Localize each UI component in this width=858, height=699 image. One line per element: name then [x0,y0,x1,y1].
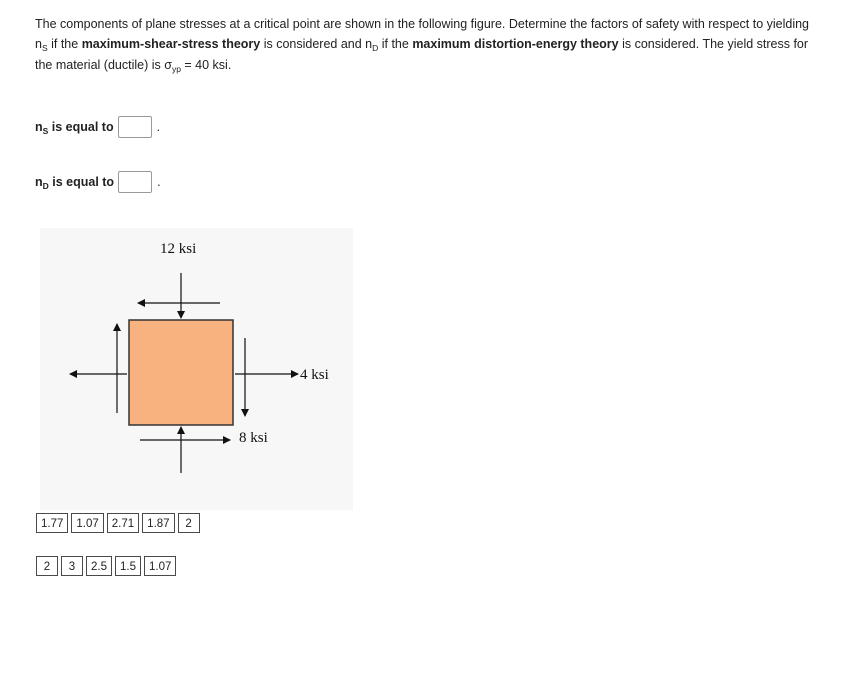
answer-label-nd: $n_D$ is equal to [35,175,115,191]
period: . [157,175,161,189]
answer-label-ns: $n_S$ is equal to [35,120,114,136]
option-tiles-row-2 [36,556,176,576]
answer-row-nd [35,171,161,193]
question-line-1: The components of plane stresses at a critical point are shown in the following figure. Determine the factors of safety with respect to yielding [35,17,810,31]
stress-diagram [40,228,353,510]
label-12ksi: 12 ksi [160,241,197,257]
period: . [156,120,161,134]
option-tile[interactable]: 2.5 [86,556,112,576]
label-4ksi: 4 ksi [300,367,329,383]
answer-blank-ns[interactable] [118,116,152,138]
option-tiles-row-1 [36,513,200,533]
question-text [35,14,858,76]
option-tile[interactable]: 1.07 [71,513,103,533]
option-tile[interactable]: 3 [61,556,83,576]
question-line-3: the material (ductile) is $\sigma_{yp} = 40$ ksi. [35,58,232,74]
option-tile[interactable]: 1.77 [36,513,68,533]
option-tile[interactable]: 2 [178,513,200,533]
answer-blank-nd[interactable] [118,171,152,193]
option-tile[interactable]: 1.5 [115,556,141,576]
label-8ksi: 8 ksi [239,430,268,446]
stress-element-square [129,320,233,425]
option-tile[interactable]: 2 [36,556,58,576]
option-tile[interactable]: 2.71 [107,513,139,533]
stress-element-figure [40,228,353,510]
option-tile[interactable]: 1.07 [144,556,176,576]
answer-row-ns [35,116,160,138]
option-tile[interactable]: 1.87 [142,513,174,533]
question-line-2: $n_S$ if the maximum-shear-stress theory is considered and $n_D$ if the maximum distortion-energy theory is considered. The yield stress for [35,37,809,53]
